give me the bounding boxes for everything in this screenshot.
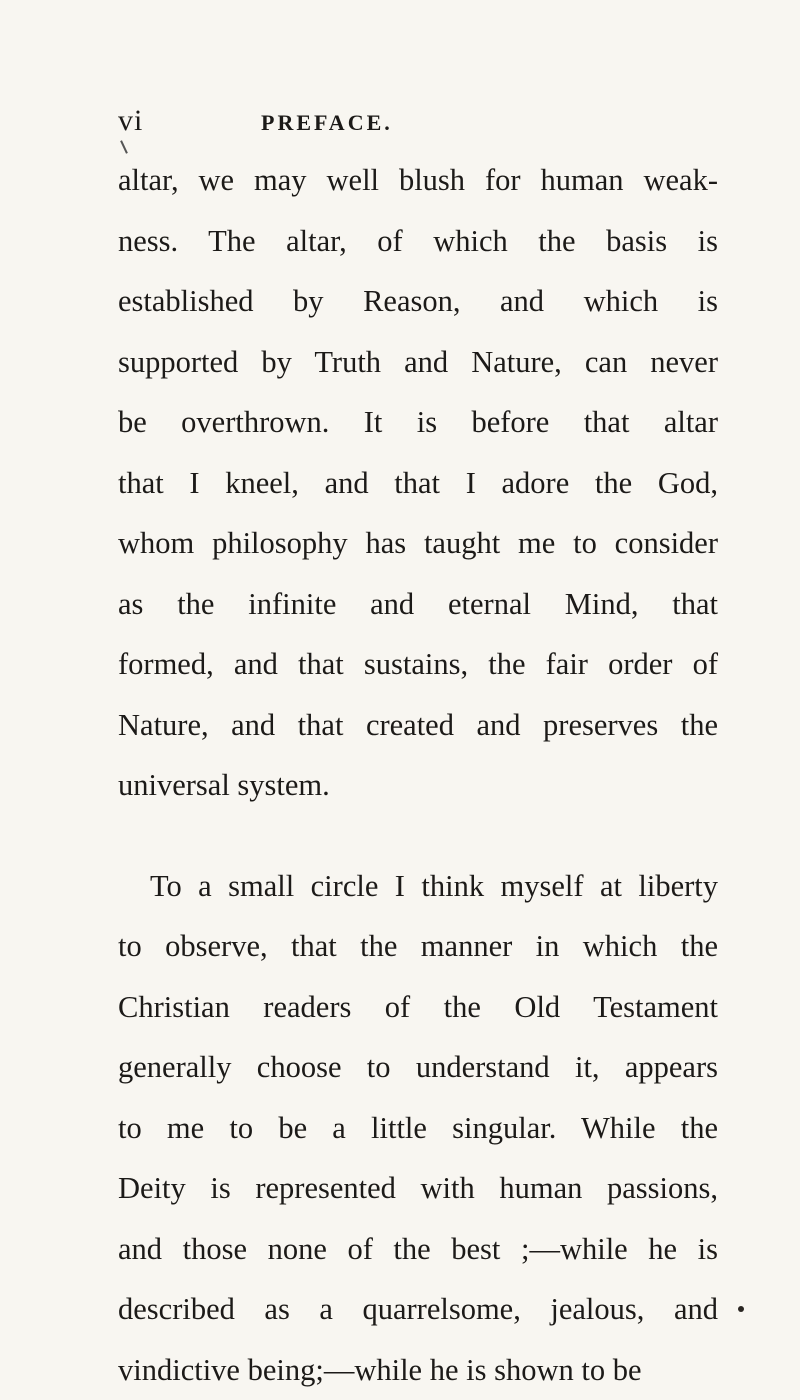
text-line: vindictive being;—while he is shown to be — [118, 1340, 718, 1400]
paragraph-2 — [118, 856, 718, 1400]
paragraph-spacer — [118, 816, 718, 856]
text-line: formed, and that sustains, the fair order of — [118, 634, 718, 695]
running-head: PREFACE. — [261, 110, 393, 136]
ink-speck — [738, 1306, 744, 1312]
text-line: be overthrown. It is before that altar — [118, 392, 718, 453]
text-line: altar, we may well blush for human weak- — [118, 150, 718, 211]
text-line: Nature, and that created and preserves the — [118, 695, 718, 756]
paragraph-1 — [118, 150, 718, 816]
page-body — [118, 150, 718, 1400]
text-line: and those none of the best ;—while he is — [118, 1219, 718, 1280]
text-line: Christian readers of the Old Testament — [118, 977, 718, 1038]
text-line: established by Reason, and which is — [118, 271, 718, 332]
text-line: universal system. — [118, 755, 718, 816]
text-line: described as a quarrelsome, jealous, and — [118, 1279, 718, 1340]
text-line: supported by Truth and Nature, can never — [118, 332, 718, 393]
text-line: To a small circle I think myself at liberty — [118, 856, 718, 917]
text-line: generally choose to understand it, appears — [118, 1037, 718, 1098]
text-line: Deity is represented with human passions, — [118, 1158, 718, 1219]
text-line: ness. The altar, of which the basis is — [118, 211, 718, 272]
page-number: vi — [118, 104, 143, 138]
text-line: whom philosophy has taught me to consider — [118, 513, 718, 574]
text-line: as the infinite and eternal Mind, that — [118, 574, 718, 635]
text-line: to observe, that the manner in which the — [118, 916, 718, 977]
page-header — [118, 104, 718, 144]
text-line: that I kneel, and that I adore the God, — [118, 453, 718, 514]
text-line: to me to be a little singular. While the — [118, 1098, 718, 1159]
